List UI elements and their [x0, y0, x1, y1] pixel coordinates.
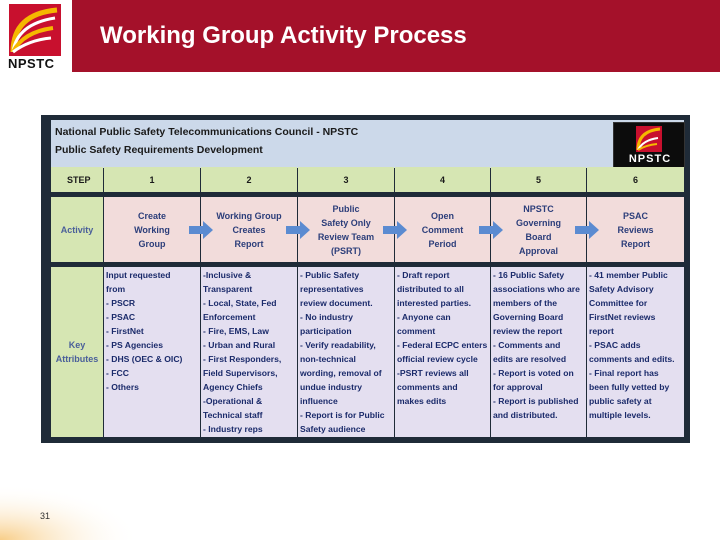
key-attributes-label: Key Attributes — [51, 267, 103, 437]
logo-text: NPSTC — [8, 56, 55, 71]
step-number: 4 — [395, 167, 490, 192]
activity-cell: Public Safety Only Review Team (PSRT) — [298, 197, 394, 262]
key-attributes-cell: Input requested from - PSCR - PSAC - FirstNet - PS Agencies - DHS (OEC & OIC) - FCC - Others — [104, 267, 200, 437]
arrow-right-icon — [286, 221, 310, 239]
step-number: 2 — [201, 167, 297, 192]
activity-cell: Open Comment Period — [395, 197, 490, 262]
step-label: STEP — [51, 167, 103, 192]
step-number: 3 — [298, 167, 394, 192]
activity-cell: NPSTC Governing Board Approval — [491, 197, 586, 262]
arrow-right-icon — [383, 221, 407, 239]
page-number: 31 — [40, 511, 51, 521]
npstc-logo-icon — [9, 4, 61, 56]
activity-label: Activity — [51, 197, 103, 262]
activity-cell: PSAC Reviews Report — [587, 197, 684, 262]
key-attributes-cell: - Public Safety representatives review document. - No industry participation - Verify readability, non-technical wording, removal of undue industry influence - Report is for Public Safety audience — [298, 267, 394, 437]
key-attributes-cell: -Inclusive & Transparent - Local, State, Fed Enforcement - Fire, EMS, Law - Urban and Rural - First Responders, Field Supervisors, Agency Chiefs -Operational & Technical staff - Industry reps — [201, 267, 297, 437]
title-bar — [72, 0, 720, 72]
chart-logo — [613, 122, 685, 168]
corner-decoration — [0, 484, 140, 540]
page-title: Working Group Activity Process — [100, 22, 467, 49]
key-attributes-cell: - 41 member Public Safety Advisory Committee for FirstNet reviews report - PSAC adds comments and edits. - Final report has been fully vetted by public safety at multiple levels. — [587, 267, 684, 437]
step-number: 1 — [104, 167, 200, 192]
activity-cell: Working Group Creates Report — [201, 197, 297, 262]
chart-header-line1: National Public Safety Telecommunications Council - NPSTC — [55, 126, 359, 138]
process-chart — [41, 115, 690, 443]
chart-header-line2: Public Safety Requirements Development — [55, 144, 263, 156]
step-number: 5 — [491, 167, 586, 192]
key-attributes-cell: - 16 Public Safety associations who are members of the Governing Board review the report - Comments and edits are resolved - Report is voted on for approval - Report is published and distributed. — [491, 267, 586, 437]
key-attributes-cell: - Draft report distributed to all interested parties. - Anyone can comment - Federal ECPC enters official review cycle -PSRT reviews all comments and makes edits — [395, 267, 490, 437]
npstc-logo — [0, 0, 72, 74]
step-number: 6 — [587, 167, 684, 192]
chart-logo-text: NPSTC — [628, 153, 672, 165]
arrow-right-icon — [189, 221, 213, 239]
arrow-right-icon — [479, 221, 503, 239]
chart-logo-icon — [636, 126, 662, 152]
activity-cell: Create Working Group — [104, 197, 200, 262]
arrow-right-icon — [575, 221, 599, 239]
chart-header — [51, 120, 684, 168]
